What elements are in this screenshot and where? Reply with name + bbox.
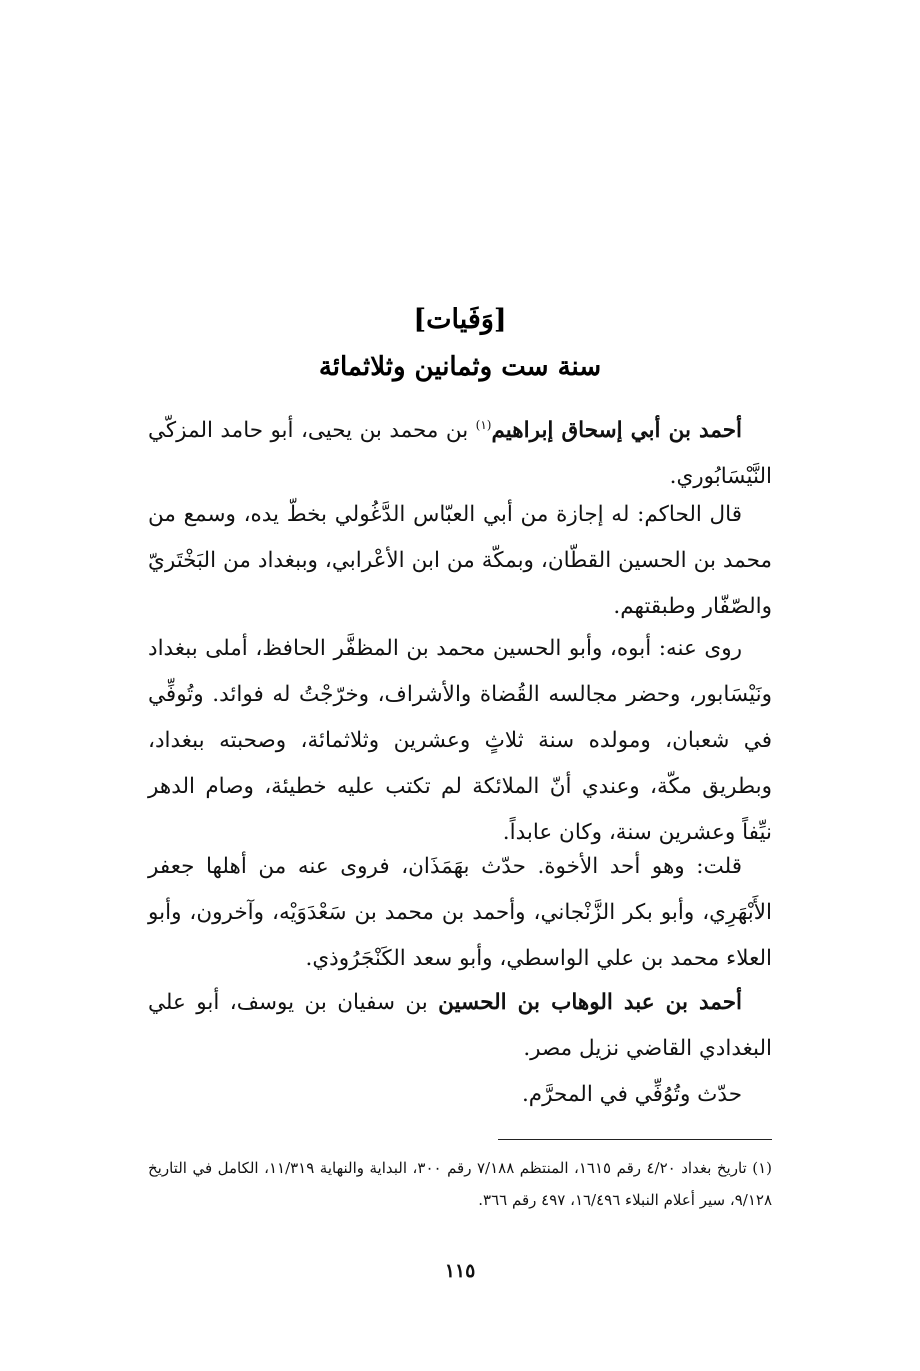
paragraph-narrators: روى عنه: أبوه، وأبو الحسين محمد بن المظفَّر الحافظ، أملى ببغداد ونَيْسَابور، وحضر مجالسه القُضاة والأشراف، وخرّجْتُ له فوائد. وتُوفِّي في شعبان، ومولده سنة ثلاثٍ وعشرين وثلاثمائة، وصحبته ببغداد، وبطريق مكّة، وعندي أنّ الملائكة لم تكتب عليه خطيئة، وصام الدهر نيِّفاً وعشرين سنة، وكان عابداً.: [148, 636, 772, 845]
footnote: (١) تاريخ بغداد ٤/٢٠ رقم ١٦١٥، المنتظم ٧/١٨٨ رقم ٣٠٠، البداية والنهاية ١١/٣١٩، الكامل في التاريخ ٩/١٢٨، سير أعلام النبلاء ١٦/٤٩٦، ٤٩٧ رقم ٣٦٦.: [148, 1159, 772, 1209]
year-heading: سنة ست وثمانين وثلاثمائة: [318, 352, 602, 382]
paragraph-death-note: حدّث وتُوُفِّي في المحرَّم.: [521, 1082, 742, 1107]
footnote-marker: (١): [475, 418, 492, 432]
page-number: ١١٥: [444, 1260, 476, 1282]
entry-name: أحمد بن عبد الوهاب بن الحسين: [438, 990, 743, 1015]
entry-ahmad-ibn-abi-ishaq: [148, 402, 772, 500]
section-heading: [وَفَيات]: [413, 304, 507, 335]
entry-ahmad-ibn-abd-al-wahhab: [148, 980, 772, 1072]
footnote-divider: [498, 1139, 772, 1140]
entry-name: أحمد بن أبي إسحاق إبراهيم: [491, 418, 742, 444]
entry-text: بن سفيان بن يوسف، أبو علي البغدادي القاضي نزيل مصر.: [148, 990, 772, 1061]
paragraph-hakim-statement: قال الحاكم: له إجازة من أبي العبّاس الدَّغُولي بخطّ يده، وسمع من محمد بن الحسين القطّان، وبمكّة من ابن الأعْرابي، وببغداد من البَخْتَريّ والصّفّار وطبقتهم.: [148, 502, 772, 619]
entry-text: بن محمد بن يحيى، أبو حامد المزكّي النَّيْسَابُوري.: [148, 418, 772, 490]
paragraph-author-note: قلت: وهو أحد الأخوة. حدّث بهَمَذَان، فروى عنه من أهلها جعفر الأَبْهَرِي، وأبو بكر الزَّنْجاني، وأحمد بن محمد بن سَعْدَوَيْه، وآخرون، وأبو العلاء محمد بن علي الواسطي، وأبو سعد الكَنْجَرُوذي.: [148, 854, 772, 971]
